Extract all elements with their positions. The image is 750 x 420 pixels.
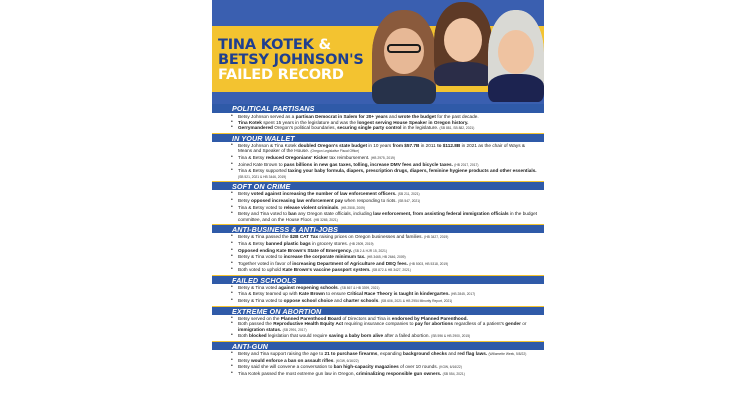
bullet-list bbox=[212, 113, 544, 133]
bold-text: from $57.7B bbox=[392, 142, 420, 148]
source-citation: (SB 554, 2021) bbox=[442, 371, 465, 376]
source-citation: (HB 2509, 2019) bbox=[349, 241, 374, 246]
section-heading: ANTI-BUSINESS & ANTI-JOBS bbox=[212, 224, 544, 233]
list-item bbox=[238, 234, 538, 241]
list-item bbox=[238, 143, 538, 155]
source-citation: (KGW, 6/16/22) bbox=[439, 365, 462, 370]
source-citation: (SB 606, 2021 & HB 2954 Minority Report, 2021) bbox=[380, 299, 453, 304]
list-item bbox=[238, 162, 538, 169]
bold-text: voted against increasing the number of law enforcement officers. bbox=[251, 191, 397, 197]
portrait-face bbox=[444, 18, 482, 62]
bold-text: ban high-capacity magazines bbox=[333, 364, 399, 370]
section-anti-business-anti-jobs bbox=[212, 224, 544, 275]
bold-text: pass billions in new gas taxes, tolling, increase DMV fees and bicycle taxes. bbox=[283, 161, 453, 167]
list-item bbox=[238, 351, 538, 358]
bold-text: Opposed ending Kate Brown's State of Emergency. bbox=[238, 247, 353, 253]
bold-text: securing single party control bbox=[337, 125, 402, 131]
text-run: in the legislature. bbox=[401, 125, 440, 131]
source-citation: (SB 211, 2021) bbox=[397, 192, 420, 197]
list-item bbox=[238, 321, 538, 333]
section-heading: FAILED SCHOOLS bbox=[212, 275, 544, 284]
text-run: Both voted to uphold bbox=[238, 267, 283, 273]
source-citation: (SB 547, 2021) bbox=[397, 198, 421, 203]
bullet-list bbox=[212, 284, 544, 306]
list-item bbox=[238, 168, 538, 180]
text-run: to ensure bbox=[324, 291, 347, 297]
list-item bbox=[238, 291, 538, 298]
section-failed-schools bbox=[212, 275, 544, 306]
source-citation: (Willamette Week, 5/8/22) bbox=[488, 352, 527, 357]
text-run: Tina & Betsy bbox=[238, 240, 266, 246]
title-ampersand: & bbox=[318, 37, 331, 53]
text-run: of over 10 rounds. bbox=[398, 364, 440, 370]
portrait-photo-kotek-smiling bbox=[434, 2, 492, 86]
list-item bbox=[238, 241, 538, 248]
list-item bbox=[238, 267, 538, 274]
bold-text: taxing your baby formula, diapers, prescription drugs, diapers, feminine hygiene products and other essentials. bbox=[287, 168, 537, 174]
text-run: Betsy and Tina support raising the age to bbox=[238, 351, 325, 357]
list-item bbox=[238, 364, 538, 371]
text-run: in 2011 bbox=[419, 142, 438, 148]
list-item bbox=[238, 125, 538, 132]
text-run: any Oregon state officials, including bbox=[296, 211, 374, 217]
bold-text: 21 to purchase firearms bbox=[324, 351, 378, 357]
bold-text: background checks bbox=[402, 351, 447, 357]
text-run: Joined Kate Brown to bbox=[238, 161, 284, 167]
bullet-list bbox=[212, 190, 544, 224]
text-run: Betsy Johnson & Tina Kotek bbox=[238, 142, 298, 148]
text-run: Tina & Betsy bbox=[238, 154, 266, 160]
bold-text: Kate Brown's vaccine passport system. bbox=[282, 267, 371, 273]
text-run: , expanding bbox=[377, 351, 403, 357]
title-failed-record: FAILED RECORD bbox=[218, 67, 344, 83]
bold-text: oppose school choice bbox=[283, 298, 333, 304]
source-citation: (HB 2975, 2019) bbox=[370, 155, 395, 160]
text-run: Betsy bbox=[238, 357, 252, 363]
section-in-your-wallet bbox=[212, 133, 544, 182]
bold-text: longest serving House Speaker in Oregon history. bbox=[357, 119, 469, 125]
bold-text: wrote the budget bbox=[398, 114, 436, 119]
bold-text: endorsed by Planned Parenthood. bbox=[391, 315, 468, 321]
text-run: and bbox=[446, 351, 458, 357]
source-citation: (SB 872 & HB 3427, 2021) bbox=[371, 268, 411, 273]
section-soft-on-crime bbox=[212, 181, 544, 224]
source-citation: (HB 3465, HB 2646, 2009) bbox=[366, 255, 406, 260]
list-item bbox=[238, 191, 538, 198]
portrait-body bbox=[434, 62, 492, 86]
source-citation: (SB 867 & HB 3399, 2021) bbox=[340, 285, 380, 290]
source-citation: (HB 2017, 2017) bbox=[454, 162, 479, 167]
bullet-list bbox=[212, 142, 544, 182]
text-run: . bbox=[337, 284, 341, 290]
text-run: regardless of a patient's bbox=[453, 321, 506, 327]
portrait-photo-johnson bbox=[488, 10, 544, 102]
title-name-johnson: BETSY JOHNSON'S bbox=[218, 52, 364, 68]
text-run: and bbox=[332, 298, 344, 304]
source-citation: (SB 596 & HB 2900, 2015) bbox=[431, 334, 471, 339]
bold-text: saving a baby born alive bbox=[328, 333, 384, 339]
text-run: Betsy said she will convene a conversation to bbox=[238, 364, 334, 370]
flyer-content bbox=[212, 104, 544, 378]
source-citation: (KGW, 6/16/22) bbox=[335, 358, 359, 363]
list-item bbox=[238, 211, 538, 223]
bullet-list bbox=[212, 233, 544, 275]
text-run: Betsy & Tina voted to bbox=[238, 254, 284, 260]
bold-text: Planned Parenthood Board bbox=[280, 315, 342, 321]
bold-text: red flag laws. bbox=[457, 351, 488, 357]
section-heading: ANTI-GUN bbox=[212, 341, 544, 350]
portrait-body bbox=[488, 74, 544, 102]
section-heading: POLITICAL PARTISANS bbox=[212, 104, 544, 113]
list-item bbox=[238, 261, 538, 268]
text-run: when responding to riots. bbox=[342, 197, 398, 203]
text-run: Tina & Betsy teamed up with bbox=[238, 291, 299, 297]
text-run: Together voted in favor of bbox=[238, 260, 293, 266]
bold-text: Reproductive Health Equity Act bbox=[273, 321, 344, 327]
section-heading: SOFT ON CRIME bbox=[212, 181, 544, 190]
list-item bbox=[238, 285, 538, 292]
bold-text: $2B CAT Tax bbox=[289, 234, 319, 240]
source-citation: (HB 2845, 2017) bbox=[450, 292, 476, 297]
bold-text: charter schools bbox=[343, 298, 379, 304]
bold-text: Critical Race Theory is taught in kindergarten. bbox=[347, 291, 450, 297]
section-anti-gun bbox=[212, 341, 544, 378]
source-citation: (HB 5003, HB 5318, 2019) bbox=[409, 261, 449, 266]
bold-text: ban bbox=[288, 211, 297, 217]
text-run: of Directors and Tina is bbox=[341, 315, 392, 321]
bold-text: doubled Oregon's state budget bbox=[297, 142, 368, 148]
text-run: Betsy served on the bbox=[238, 315, 281, 321]
section-heading: EXTREME ON ABORTION bbox=[212, 306, 544, 315]
text-run: Betsy & Tina voted to bbox=[238, 298, 284, 304]
flyer-title bbox=[218, 38, 398, 83]
text-run: Tina & Betsy supported bbox=[238, 168, 288, 174]
bold-text: increase the corporate minimum tax. bbox=[283, 254, 366, 260]
bold-text: Kate Brown bbox=[298, 291, 325, 297]
bold-text: Tina Kotek bbox=[238, 119, 262, 125]
bold-text: blocked bbox=[248, 333, 267, 339]
bold-text: partisan Democrat in Salem for 20+ years bbox=[295, 114, 388, 119]
text-run: Betsy & Tina passed the bbox=[238, 234, 290, 240]
text-run: Betsy Johnson served as a bbox=[238, 114, 296, 119]
source-citation: (HB 2508, 2009) bbox=[340, 205, 365, 210]
list-item bbox=[238, 298, 538, 305]
source-citation: (HB 3427, 2019) bbox=[424, 235, 449, 240]
list-item bbox=[238, 205, 538, 212]
text-run: tax reimbursement. bbox=[328, 154, 371, 160]
source-citation: (SB 881, SB 882, 2021) bbox=[439, 126, 475, 131]
source-citation: (HB 3265, 2021) bbox=[313, 217, 338, 222]
text-run: . bbox=[338, 204, 341, 210]
text-run: . bbox=[333, 357, 336, 363]
bold-text: law enforcement, from assisting federal immigration officials bbox=[373, 211, 509, 217]
text-run: in the budget committee, and on the House Floor. bbox=[238, 211, 538, 222]
bold-text: pay for abortions bbox=[414, 321, 454, 327]
text-run: and bbox=[387, 114, 399, 119]
text-run: Oregon's political boundaries, bbox=[272, 125, 338, 131]
bold-text: release violent criminals bbox=[283, 204, 339, 210]
list-item bbox=[238, 254, 538, 261]
text-run: Tina Kotek passed the most extreme gun law in Oregon, bbox=[238, 370, 357, 376]
section-extreme-on-abortion bbox=[212, 306, 544, 341]
list-item bbox=[238, 333, 538, 340]
flyer bbox=[212, 0, 544, 420]
text-run: Betsy & Tina voted bbox=[238, 284, 279, 290]
text-run: . bbox=[378, 298, 381, 304]
text-run: Both passed the bbox=[238, 321, 274, 327]
bold-text: gender bbox=[505, 321, 521, 327]
bold-text: to $112.8B bbox=[437, 142, 461, 148]
text-run: in grocery stores. bbox=[310, 240, 350, 246]
text-run: spent 15 years in the legislature and was the bbox=[261, 119, 358, 125]
text-run: Both bbox=[238, 333, 249, 339]
text-run: or bbox=[520, 321, 527, 327]
source-citation: (SB 2 & HJR 15, 2021) bbox=[353, 248, 387, 253]
list-item bbox=[238, 248, 538, 255]
text-run: after a failed abortion. bbox=[383, 333, 432, 339]
bold-text: banned plastic bags bbox=[265, 240, 311, 246]
text-run: legislation that would require bbox=[266, 333, 329, 339]
source-citation: (SB 521, 2021 & HB 3446, 2019) bbox=[238, 174, 287, 179]
text-run: raising prices on Oregon businesses and families. bbox=[318, 234, 425, 240]
bold-text: reduced Oregonians' Kicker bbox=[265, 154, 329, 160]
text-run: requiring insurance companies to bbox=[343, 321, 415, 327]
text-run: Tina & Betsy voted to bbox=[238, 204, 284, 210]
section-political-partisans bbox=[212, 104, 544, 133]
text-run: in 10 years bbox=[367, 142, 393, 148]
text-run: Betsy and Tina voted to bbox=[238, 211, 289, 217]
bold-text: opposed increasing law enforcement pay bbox=[251, 197, 343, 203]
bold-text: immigration status. bbox=[238, 326, 282, 332]
portrait-face bbox=[498, 30, 534, 74]
section-heading: IN YOUR WALLET bbox=[212, 133, 544, 142]
list-item bbox=[238, 198, 538, 205]
bullet-list bbox=[212, 350, 544, 378]
text-run: Betsy bbox=[238, 197, 252, 203]
title-name-kotek: TINA KOTEK bbox=[218, 37, 314, 53]
bold-text: would enforce a ban on assault rifles bbox=[251, 357, 334, 363]
text-run: for the past decade. bbox=[435, 114, 479, 119]
bold-text: Gerrymandered bbox=[238, 125, 273, 131]
bold-text: increasing Department of Agriculture and DEQ fees. bbox=[292, 260, 408, 266]
list-item bbox=[238, 358, 538, 365]
source-citation: (SB 2991, 2017) bbox=[282, 327, 307, 332]
source-citation: (Oregon Legislative Fiscal Office) bbox=[310, 149, 360, 154]
text-run: Betsy bbox=[238, 191, 252, 197]
list-item bbox=[238, 371, 538, 378]
bold-text: against reopening schools bbox=[278, 284, 338, 290]
bold-text: criminalizing responsible gun owners. bbox=[356, 370, 442, 376]
text-run: in 2021 as the chair of Ways & Means and Speaker of the House. bbox=[238, 142, 525, 154]
flyer-header bbox=[212, 0, 544, 104]
bullet-list bbox=[212, 315, 544, 341]
list-item bbox=[238, 155, 538, 162]
